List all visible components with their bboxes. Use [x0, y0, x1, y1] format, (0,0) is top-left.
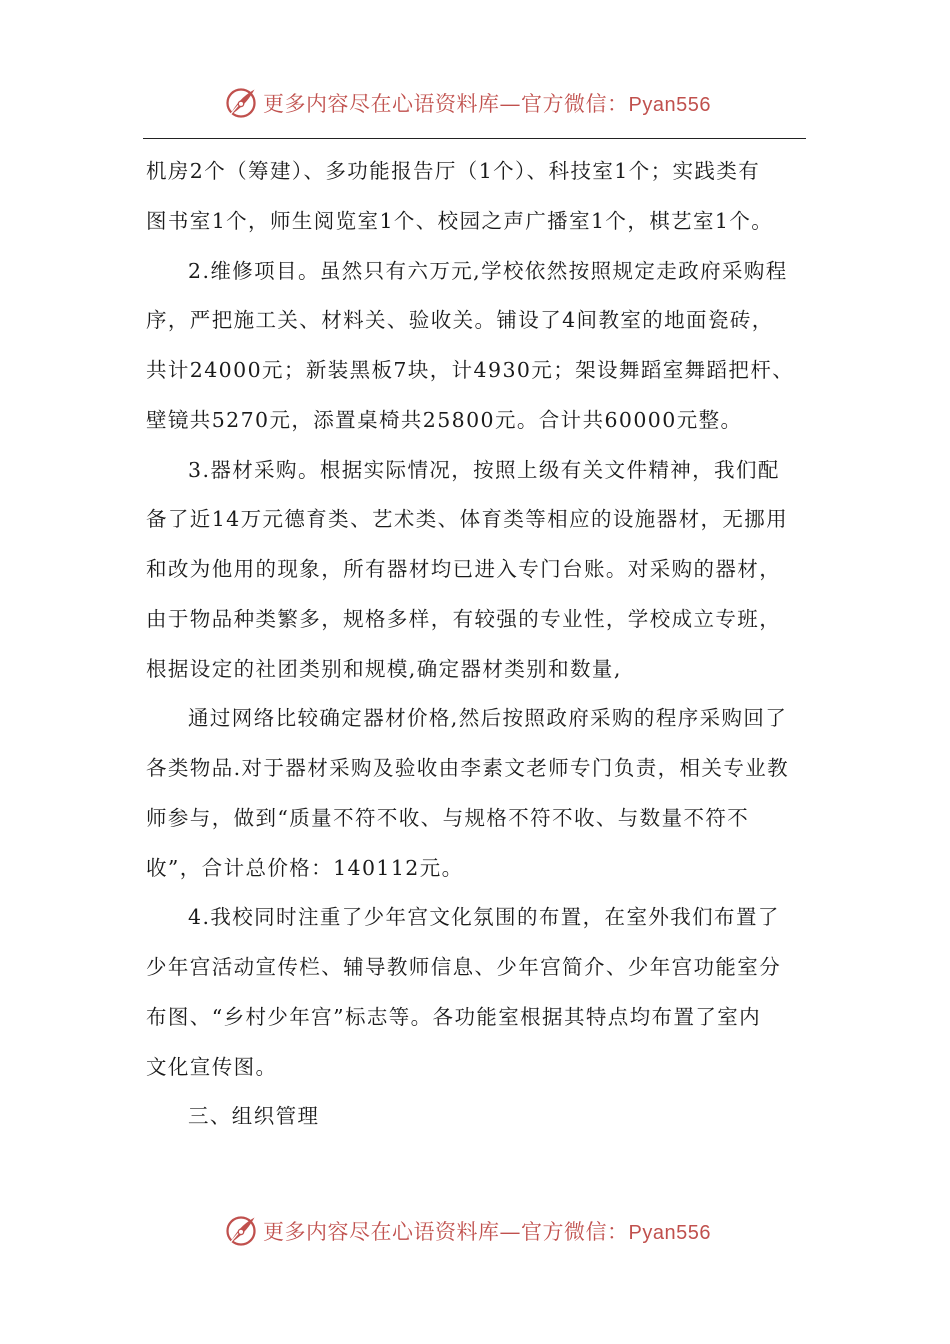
document-body — [146, 147, 811, 1142]
quill-pen-icon — [223, 85, 259, 121]
text-line: 共计24000元；新装黑板7块，计4930元；架设舞蹈室舞蹈把杆、 — [146, 358, 795, 382]
text-line: 布图、“乡村少年宫”标志等。各功能室根据其特点均布置了室内 — [146, 1004, 762, 1029]
text-line: 由于物品种类繁多，规格多样，有较强的专业性，学校成立专班， — [146, 606, 782, 631]
text-line: 4.我校同时注重了少年宫文化氛围的布置，在室外我们布置了 — [188, 905, 780, 930]
text-line: 各类物品.对于器材采购及验收由李素文老师专门负责，相关专业教 — [146, 756, 790, 780]
wechat-handle: Pyan556 — [628, 94, 711, 116]
text-line: 图书室1个，师生阅览室1个、校园之声广播室1个，棋艺室1个。 — [146, 208, 774, 233]
text-line: 文化宣传图。 — [146, 1054, 278, 1079]
text-line: 三、组织管理 — [188, 1104, 320, 1129]
text-line: 2.维修项目。虽然只有六万元,学校依然按照规定走政府采购程 — [188, 258, 788, 283]
header-divider — [143, 138, 806, 139]
text-line: 序，严把施工关、材料关、验收关。铺设了4间教室的地面瓷砖， — [146, 308, 774, 333]
text-line: 机房2个（筹建）、多功能报告厅（1个）、科技室1个；实践类有 — [146, 159, 761, 183]
footer-banner — [0, 1211, 950, 1251]
wechat-handle: Pyan556 — [628, 1222, 711, 1244]
text-line: 通过网络比较确定器材价格,然后按照政府采购的程序采购回了 — [188, 706, 788, 731]
text-line: 壁镜共5270元，添置桌椅共25800元。合计共60000元整。 — [146, 407, 743, 432]
text-line: 收”，合计总价格：140112元。 — [146, 855, 464, 880]
text-line: 根据设定的社团类别和规模,确定器材类别和数量, — [146, 656, 622, 681]
banner-slogan: 更多内容尽在心语资料库—官方微信：Pyan556 — [263, 92, 711, 116]
banner-slogan: 更多内容尽在心语资料库—官方微信：Pyan556 — [263, 1220, 711, 1244]
text-line: 少年宫活动宣传栏、辅导教师信息、少年宫简介、少年宫功能室分 — [146, 955, 782, 979]
header-banner — [0, 83, 950, 123]
text-line: 师参与，做到“质量不符不收、与规格不符不收、与数量不符不 — [146, 805, 750, 830]
text-line: 3.器材采购。根据实际情况，按照上级有关文件精神，我们配 — [188, 457, 780, 482]
quill-pen-icon — [223, 1213, 259, 1249]
text-line: 备了近14万元德育类、艺术类、体育类等相应的设施器材，无挪用 — [146, 507, 789, 532]
text-line: 和改为他用的现象，所有器材均已进入专门台账。对采购的器材， — [146, 557, 782, 581]
